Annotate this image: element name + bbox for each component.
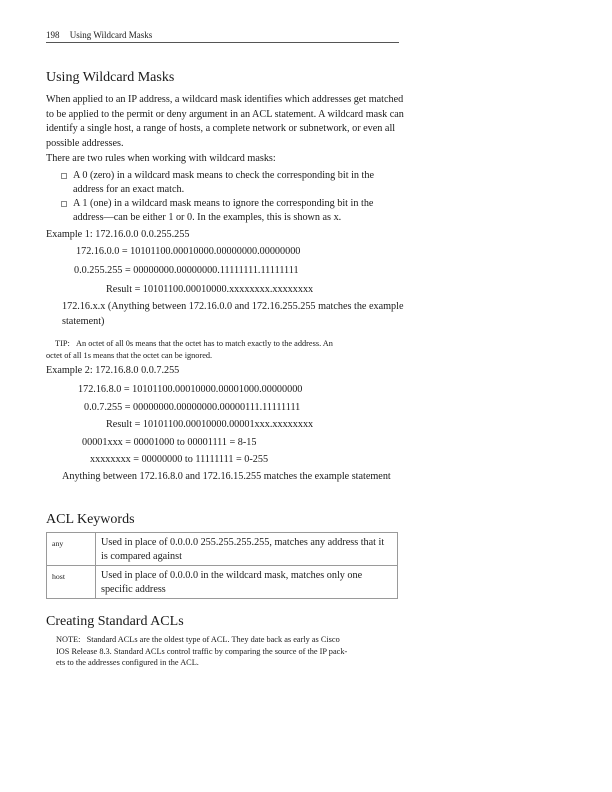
rules-intro: There are two rules when working with wildcard masks: xyxy=(46,153,276,164)
bullet-square-icon xyxy=(61,173,67,179)
rule-bullet xyxy=(73,197,373,224)
description-cell: Used in place of 0.0.0.0 in the wildcard mask, matches only one specific address xyxy=(96,566,398,599)
intro-line: to be applied to the permit or deny argument in an ACL statement. A wildcard mask can xyxy=(46,108,404,120)
tip-line: octet of all 1s means that the octet can be ignored. xyxy=(46,351,213,360)
rule-line: address—can be either 1 or 0. In the examples, this is shown as x. xyxy=(73,211,342,223)
bullet-square-icon xyxy=(61,201,67,207)
note-line: IOS Release 8.3. Standard ACLs control traffic by comparing the source of the IP pack- xyxy=(56,646,348,656)
example2-line: 172.16.8.0 = 10101100.00010000.00001000.00000000 xyxy=(78,384,303,395)
intro-paragraph xyxy=(46,93,404,151)
example2-summary: Anything between 172.16.8.0 and 172.16.15.255 matches the example statement xyxy=(62,471,391,482)
example2-result: Result = 10101100.00010000.00001xxx.xxxxxxxx xyxy=(106,419,314,430)
page-number: 198 xyxy=(46,30,60,40)
keywords-table xyxy=(46,532,398,599)
tip-box xyxy=(55,338,333,350)
note-line: Standard ACLs are the oldest type of ACL. They date back as early as Cisco xyxy=(86,635,340,644)
rule-bullet xyxy=(73,169,374,196)
intro-line: When applied to an IP address, a wildcard mask identifies which addresses get matched xyxy=(46,94,404,105)
example2-label: Example 2: 172.16.8.0 0.0.7.255 xyxy=(46,365,180,376)
note-line: ets to the addresses configured in the ACL. xyxy=(56,658,199,667)
example1-result: Result = 10101100.00010000.xxxxxxxx.xxxxxxxx xyxy=(106,284,314,295)
tip-label: TIP: xyxy=(55,339,70,348)
description-cell: Used in place of 0.0.0.0 255.255.255.255, matches any address that it is compared against xyxy=(96,533,398,566)
keyword-cell: any xyxy=(47,533,96,566)
intro-line: identify a single host, a range of hosts, a complete network or subnetwork, or even all xyxy=(46,123,396,134)
table-row xyxy=(47,566,398,599)
section-title-wildcard-masks: Using Wildcard Masks xyxy=(46,70,175,85)
example1-line: 172.16.0.0 = 10101100.00010000.00000000.00000000 xyxy=(76,246,301,257)
example1-summary xyxy=(62,300,404,329)
summary-line: statement) xyxy=(62,315,105,327)
summary-line: 172.16.x.x (Anything between 172.16.0.0 and 172.16.255.255 matches the example xyxy=(62,301,404,312)
note-box xyxy=(56,634,347,669)
tip-line: An octet of all 0s means that the octet has to match exactly to the address. An xyxy=(76,339,333,348)
example1-line: 0.0.255.255 = 00000000.00000000.11111111.11111111 xyxy=(74,265,299,276)
intro-line: possible addresses. xyxy=(46,137,124,149)
running-header xyxy=(46,30,399,43)
running-title: Using Wildcard Masks xyxy=(69,30,153,40)
table-row xyxy=(47,533,398,566)
section-title-acl-keywords: ACL Keywords xyxy=(46,512,135,527)
example2-range: 00001xxx = 00001000 to 00001111 = 8-15 xyxy=(82,437,257,448)
rule-line: A 0 (zero) in a wildcard mask means to check the corresponding bit in the xyxy=(73,170,375,181)
example2-line: 0.0.7.255 = 00000000.00000000.00000111.11111111 xyxy=(84,402,301,413)
rule-line: address for an exact match. xyxy=(73,183,185,195)
example1-label: Example 1: 172.16.0.0 0.0.255.255 xyxy=(46,229,190,240)
keyword-cell: host xyxy=(47,566,96,599)
rule-line: A 1 (one) in a wildcard mask means to ignore the corresponding bit in the xyxy=(73,198,374,209)
note-label: NOTE: xyxy=(56,635,81,644)
example2-range: xxxxxxxx = 00000000 to 11111111 = 0-255 xyxy=(90,454,269,465)
section-title-creating-standard-acls: Creating Standard ACLs xyxy=(46,614,184,629)
